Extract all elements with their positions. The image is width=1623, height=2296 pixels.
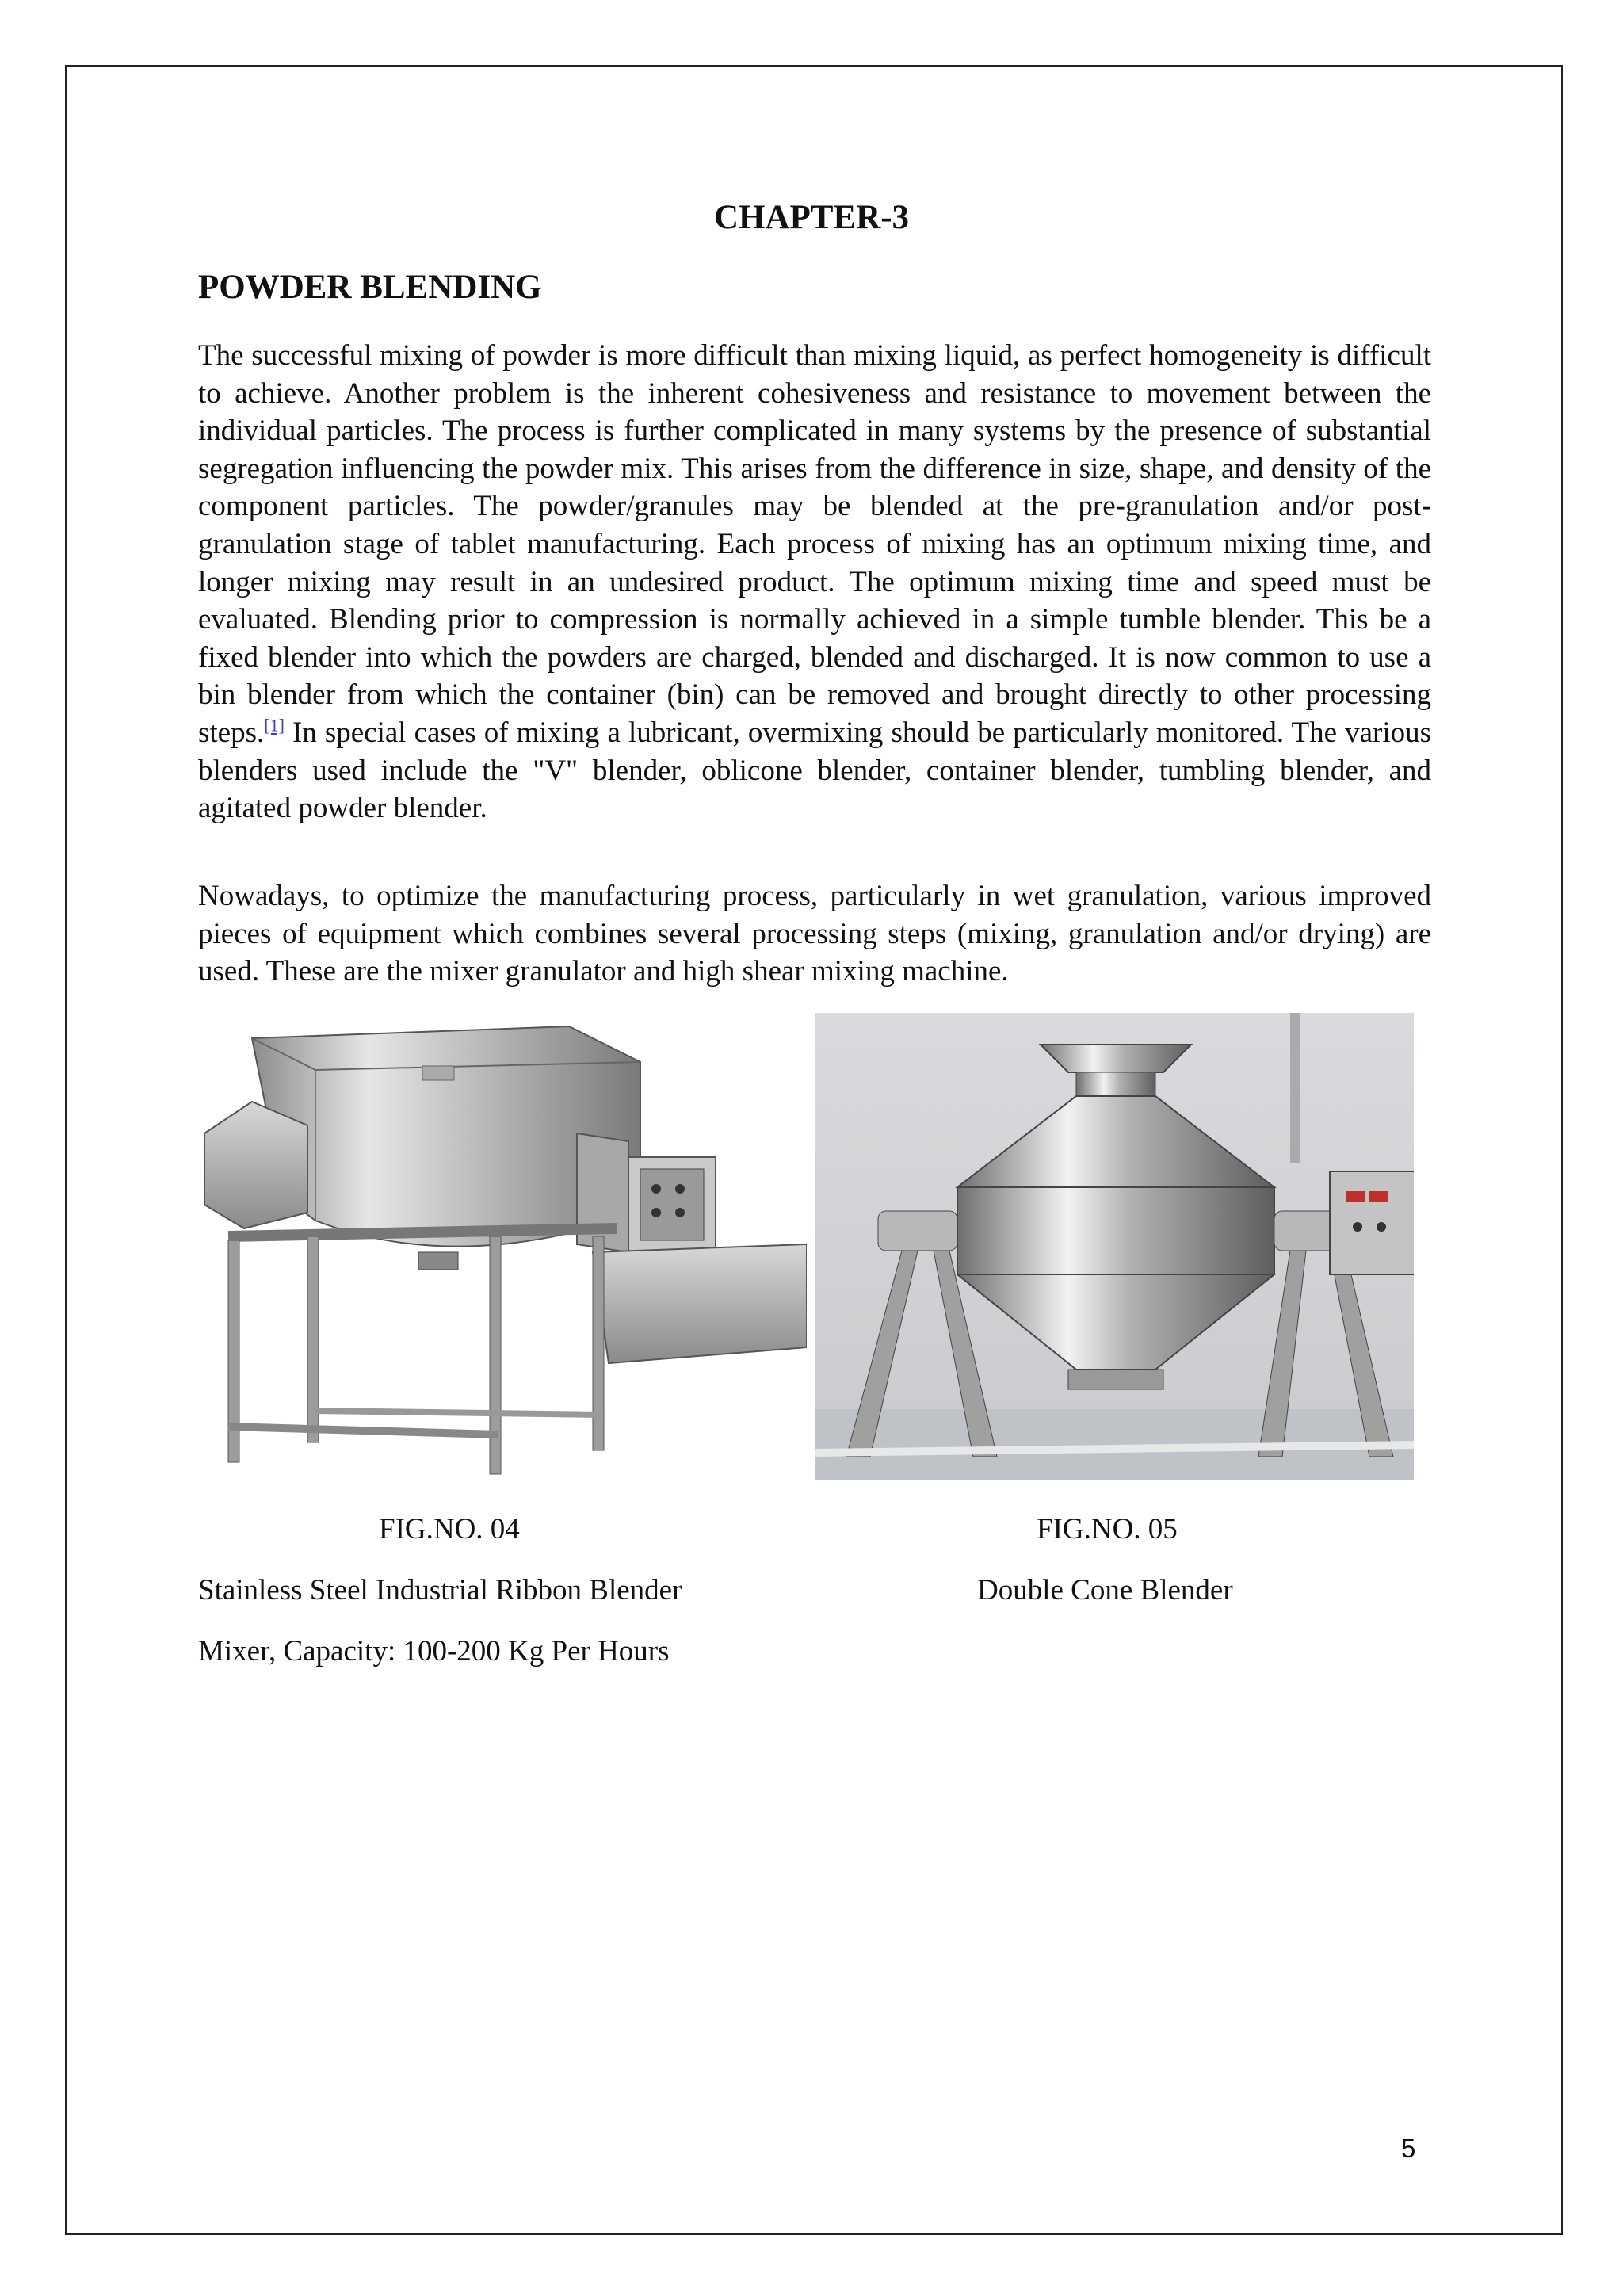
body-paragraph-1 <box>198 337 1431 827</box>
figure-1-number: FIG.NO. 04 <box>379 1513 520 1545</box>
ribbon-blender-image <box>197 1014 807 1480</box>
figure-1-caption-line-2: Mixer, Capacity: 100-200 Kg Per Hours <box>198 1635 670 1668</box>
figure-2-number: FIG.NO. 05 <box>1037 1513 1178 1545</box>
paragraph-1-continued: In special cases of mixing a lubricant, overmixing should be particularly monitored. The various blenders used include the "V" blender, oblicone blender, container blender, tumbling blender, and agitated powder blender. <box>198 716 1431 825</box>
section-heading: POWDER BLENDING <box>198 269 542 306</box>
figure-1-caption-line-1: Stainless Steel Industrial Ribbon Blender <box>198 1574 682 1606</box>
body-paragraph-2: Nowadays, to optimize the manufacturing process, particularly in wet granulation, various improved pieces of equipment which combines several processing steps (mixing, granulation and/or drying) are used. These are the mixer granulator and high shear mixing machine. <box>198 880 1431 988</box>
figure-2-caption-line-1: Double Cone Blender <box>977 1574 1233 1606</box>
reference-link[interactable]: [1] <box>264 715 285 735</box>
page-number: 5 <box>1401 2134 1416 2163</box>
paragraph-1-text: The successful mixing of powder is more difficult than mixing liquid, as perfect homogeneity is difficult to achieve. Another problem is the inherent cohesiveness and resistance to movement between the individual particles. The process is further complicated in many systems by the presence of substantial segregation influencing the powder mix. This arises from the difference in size, shape, and density of the component particles. The powder/granules may be blended at the pre-granulation and/or post-granulation stage of tablet manufacturing. Each process of mixing has an optimum mixing time, and longer mixing may result in an undesired product. The optimum mixing time and speed must be evaluated. Blending prior to compression is normally achieved in a simple tumble blender. This be a fixed blender into which the powders are charged, blended and discharged. It is now common to use a bin blender from which the container (bin) can be removed and brought directly to other processing steps. <box>198 339 1431 749</box>
chapter-title: CHAPTER-3 <box>713 199 910 236</box>
double-cone-blender-image <box>815 1013 1414 1480</box>
